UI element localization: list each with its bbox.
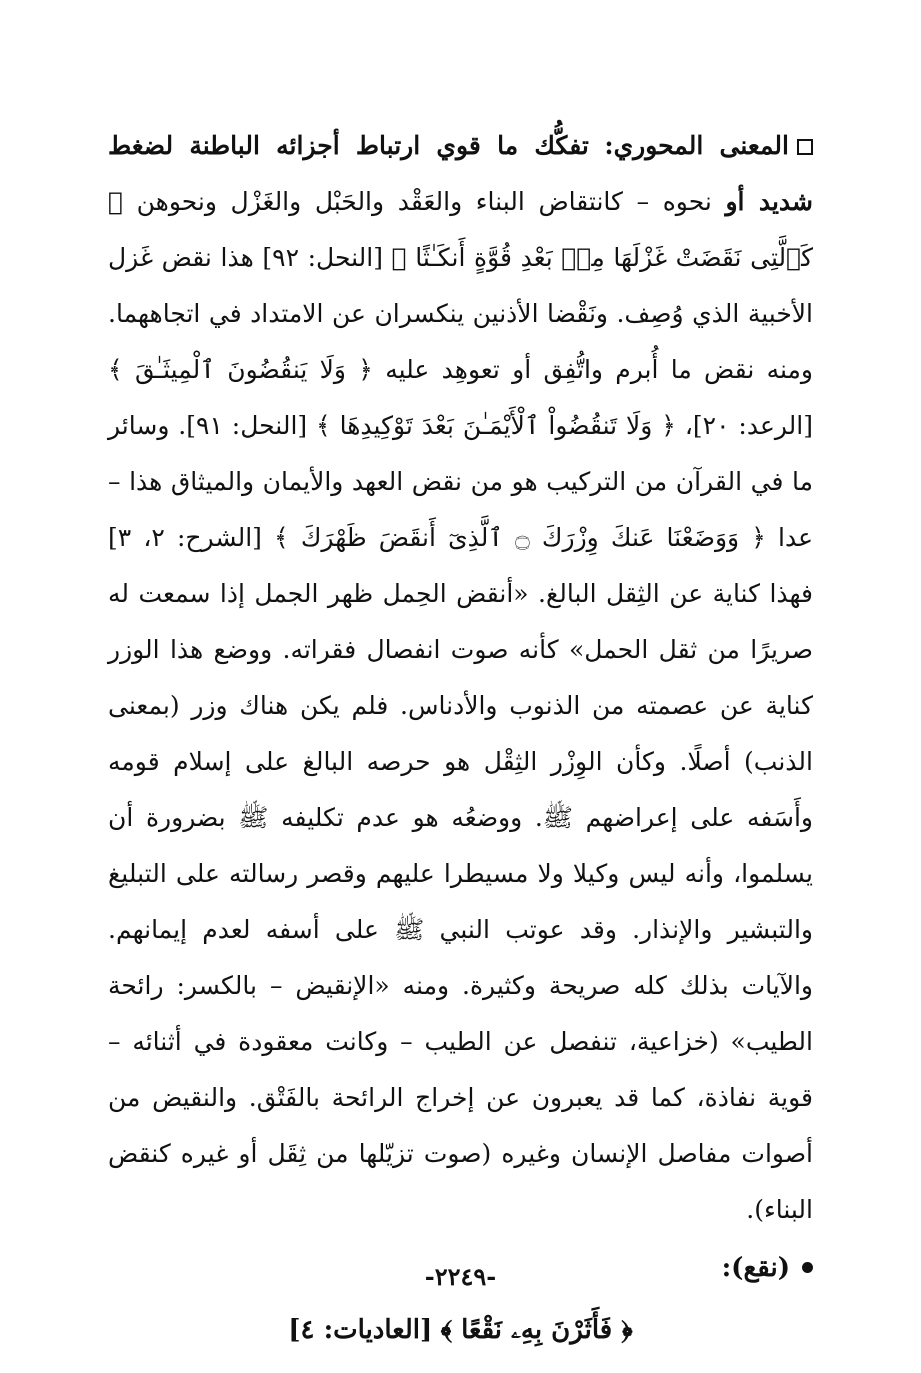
page-content: [108, 118, 813, 1358]
body-text: نحوه – كانتقاض البناء والعَقْد والحَبْل والغَزْل ونحوهن ﴿ كَٱلَّتِى نَقَضَتْ غَزْلَهَا مِنۢ بَعْدِ قُوَّةٍ أَنكَـٰثًا ﴾ [النحل: ٩٢] هذا نقض غَزل الأخبية الذي وُصِف. ونَقْضا الأذنين ينكسران عن الامتداد في اتجاههما. ومنه نقض ما أُبرم واتُّفِق أو تعوهِد عليه ﴿ وَلَا يَنقُضُونَ ٱلْمِيثَـٰقَ ﴾ [الرعد: ٢٠]، ﴿ وَلَا تَنقُضُواْ ٱلْأَيْمَـٰنَ بَعْدَ تَوْكِيدِهَا ﴾ [النحل: ٩١]. وسائر ما في القرآن من التركيب هو من نقض العهد والأيمان والميثاق هذا – عدا ﴿ وَوَضَعْنَا عَنكَ وِزْرَكَ ۝ ٱلَّذِىٓ أَنقَضَ ظَهْرَكَ ﴾ [الشرح: ٢، ٣] فهذا كناية عن الثِقل البالغ. «أنقض الحِمل ظهر الجمل إذا سمعت له صريرًا من ثقل الحمل» كأنه صوت انفصال فقراته. ووضع هذا الوزر كناية عن عصمته من الذنوب والأدناس. فلم يكن هناك وزر (بمعنى الذنب) أصلًا. وكأن الوِزْر الثِقْل هو حرصه البالغ على إسلام قومه وأَسَفه على إعراضهم ﷺ. ووضعُه هو عدم تكليفه ﷺ بضرورة أن يسلموا، وأنه ليس وكيلا ولا مسيطرا عليهم وقصر رسالته على التبليغ والتبشير والإنذار. وقد عوتب النبي ﷺ على أسفه لعدم إيمانهم. والآيات بذلك كله صريحة وكثيرة. ومنه «الإنقيض – بالكسر: رائحة الطيب» (خزاعية، تنفصل عن الطيب – وكانت معقودة في أثنائه – قوية نفاذة، كما قد يعبرون عن إخراج الرائحة بالفَتْق. والنقيض من أصوات مفاصل الإنسان وغيره (صوت تزيّلها من ثِقَل أو غيره كنقض البناء).: [108, 187, 814, 1224]
lead-label: المعنى المحوري:: [604, 131, 789, 160]
root-label: (نقع):: [721, 1253, 790, 1283]
lead-text: تفكُّك ما قوي ارتباط أجزائه الباطنة لضغط شديد أو: [108, 131, 813, 216]
verse-line: [108, 1302, 813, 1358]
definition-paragraph: [108, 118, 813, 1238]
square-marker-icon: [797, 139, 813, 155]
page-number: -٢٢٤٩-: [424, 1262, 497, 1291]
verse-reference: [العاديات: ٤]: [288, 1315, 433, 1345]
verse-text: ﴿ فَأَثَرْنَ بِهِۦ نَقْعًا ﴾: [440, 1315, 633, 1345]
